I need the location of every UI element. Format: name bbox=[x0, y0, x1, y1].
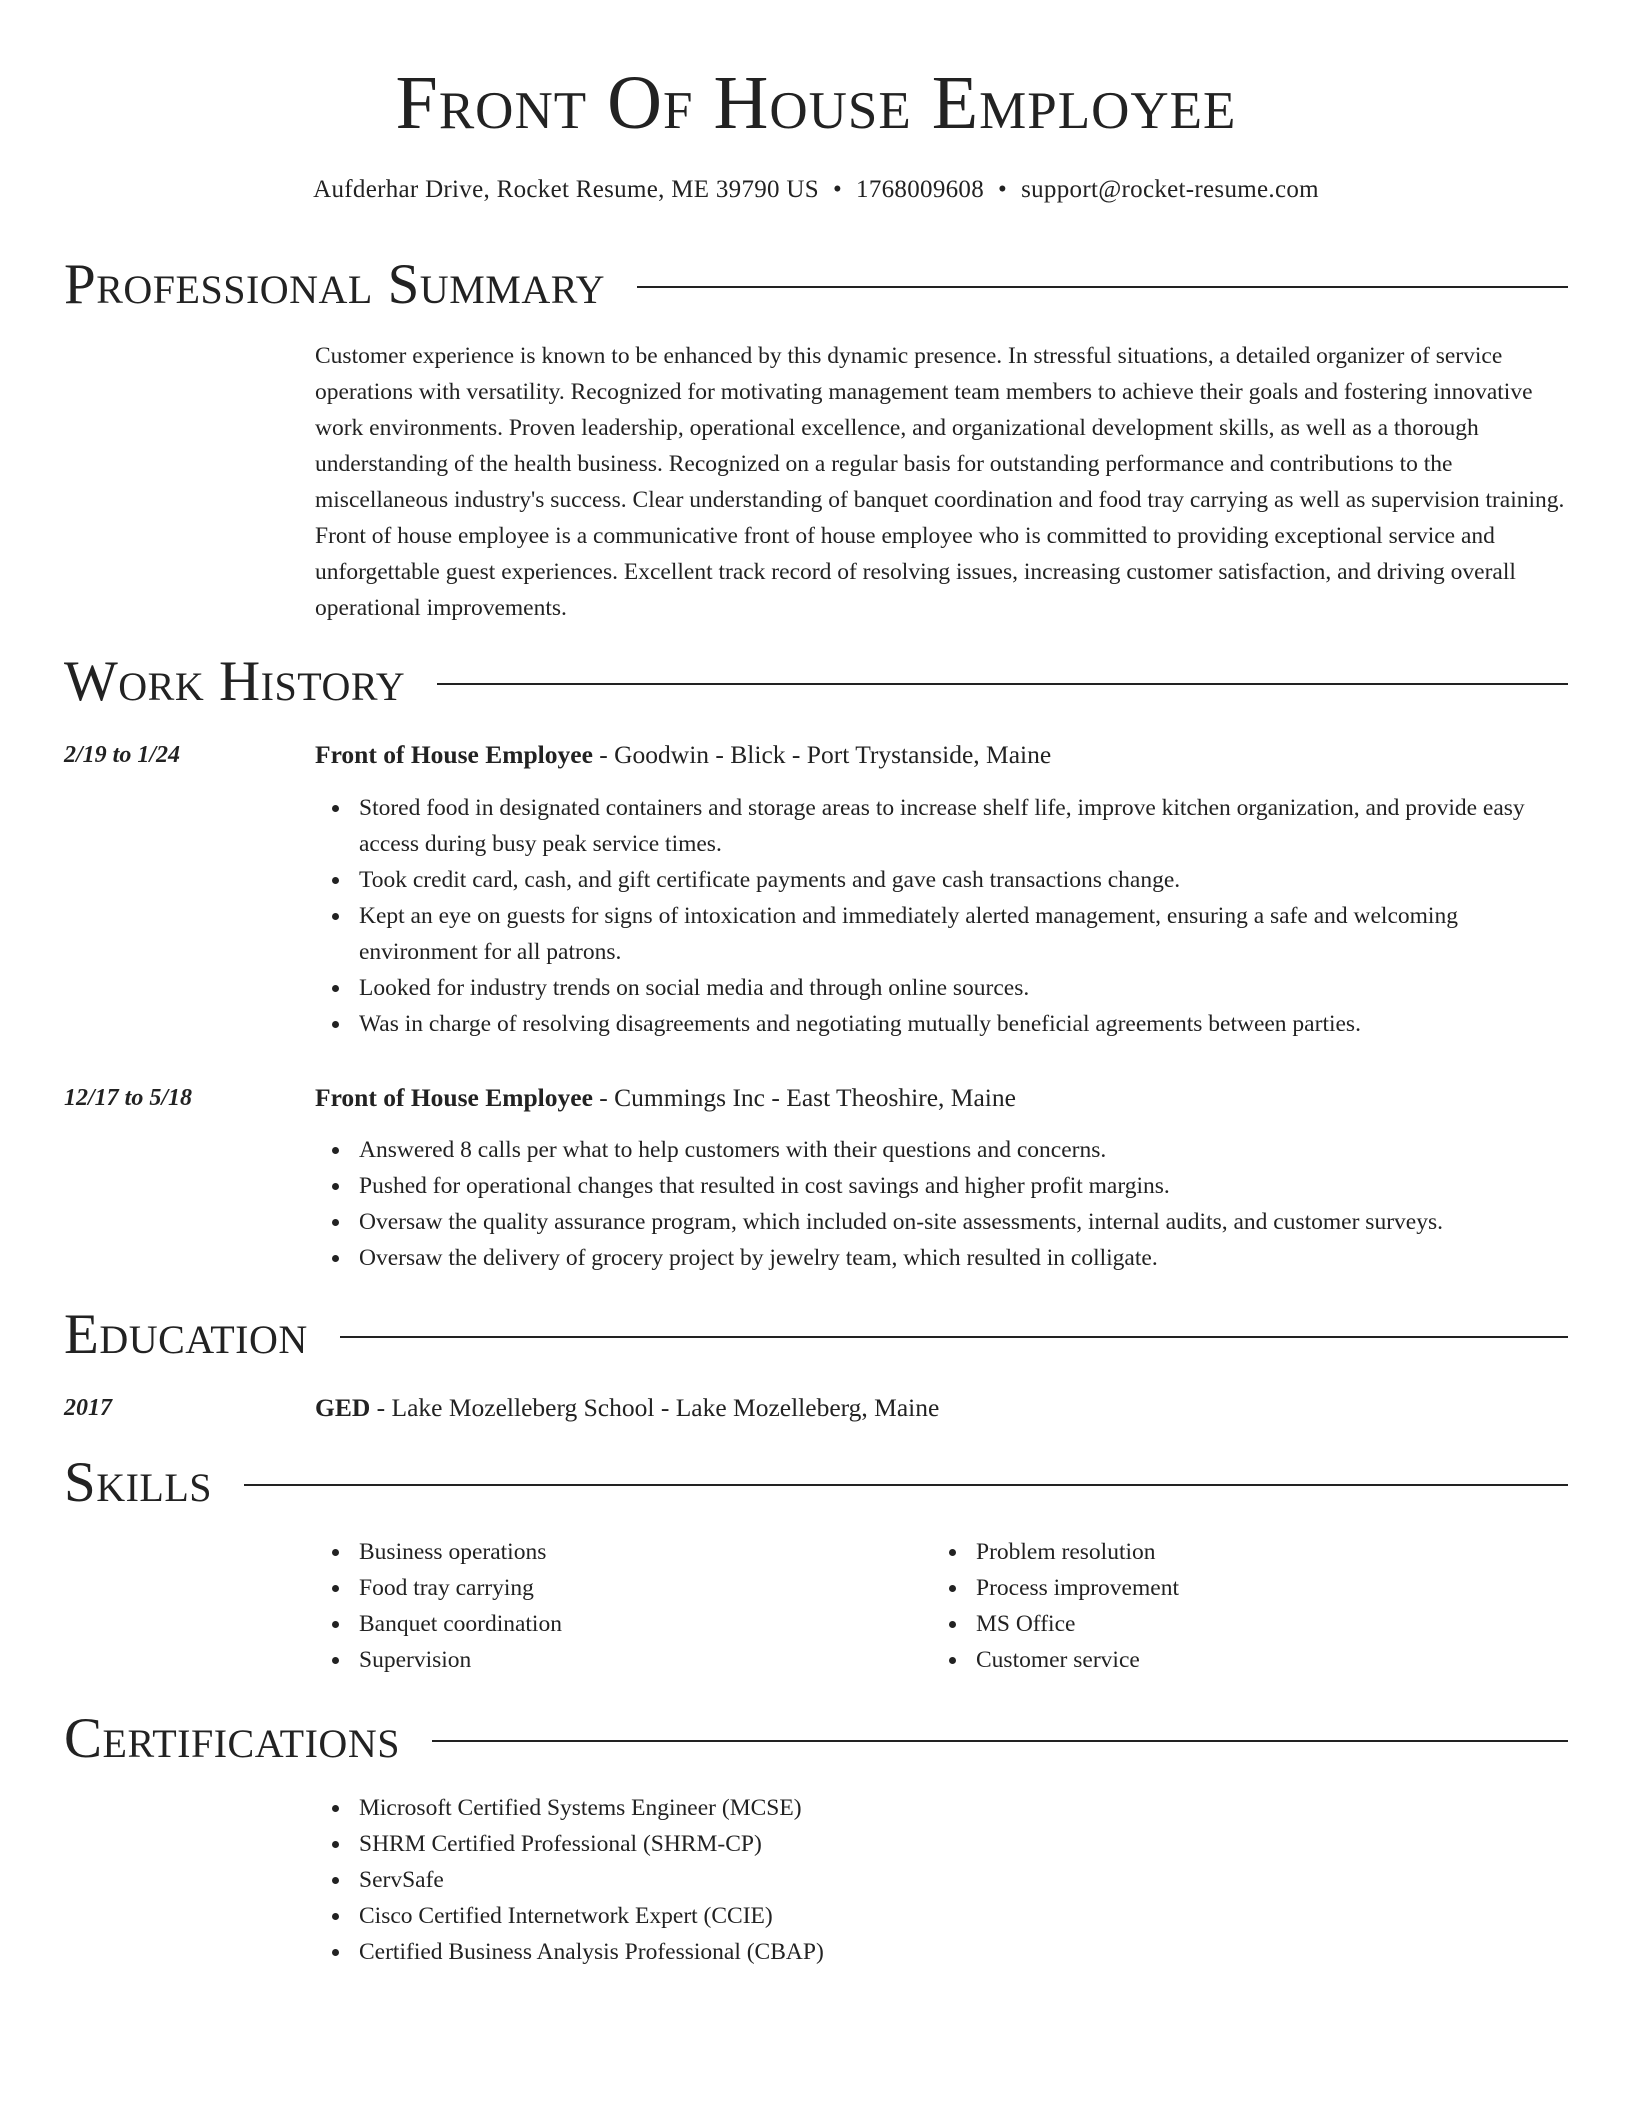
section-header-certifications bbox=[64, 1706, 1568, 1772]
job-title: Front of House Employee bbox=[315, 1083, 593, 1112]
education-school: - Lake Mozelleberg School - Lake Mozelleberg, Maine bbox=[370, 1393, 940, 1422]
certifications-list bbox=[315, 1790, 1571, 1970]
job-dates: 12/17 to 5/18 bbox=[64, 1085, 193, 1111]
section-header-education bbox=[64, 1302, 1568, 1368]
certification-item: Microsoft Certified Systems Engineer (MCSE) bbox=[359, 1790, 1571, 1826]
skill-item: Supervision bbox=[359, 1642, 919, 1678]
section-title-skills: Skills bbox=[64, 1451, 213, 1514]
certification-item: ServSafe bbox=[359, 1862, 1571, 1898]
section-title-certifications: Certifications bbox=[64, 1707, 400, 1770]
skill-item: Problem resolution bbox=[976, 1534, 1536, 1570]
candidate-name: Front Of House Employee bbox=[395, 61, 1237, 145]
job-bullet: Pushed for operational changes that resulted in cost savings and higher profit margins. bbox=[359, 1168, 1571, 1204]
job-title: Front of House Employee bbox=[315, 740, 593, 769]
section-title-work-history: Work History bbox=[64, 650, 406, 713]
contact-email[interactable]: support@rocket-resume.com bbox=[1021, 176, 1319, 203]
skills-list-right bbox=[932, 1534, 1536, 1678]
section-divider bbox=[437, 683, 1568, 685]
section-header-skills bbox=[64, 1450, 1568, 1516]
job-bullets bbox=[315, 790, 1571, 1042]
section-header-work-history bbox=[64, 649, 1568, 715]
job-bullet: Took credit card, cash, and gift certificate payments and gave cash transactions change. bbox=[359, 862, 1571, 898]
job-bullet: Oversaw the delivery of grocery project by jewelry team, which resulted in colligate. bbox=[359, 1240, 1571, 1276]
skills-list-left bbox=[315, 1534, 919, 1678]
job-employer: - Cummings Inc - East Theoshire, Maine bbox=[592, 1083, 1016, 1112]
section-header-summary bbox=[64, 252, 1568, 318]
skill-item: Customer service bbox=[976, 1642, 1536, 1678]
job-heading bbox=[315, 1082, 1571, 1114]
job-bullet: Answered 8 calls per what to help customers with their questions and concerns. bbox=[359, 1132, 1571, 1168]
section-title-education: Education bbox=[64, 1303, 308, 1366]
education-degree: GED bbox=[315, 1393, 371, 1422]
job-heading bbox=[315, 739, 1571, 771]
certification-item: Cisco Certified Internetwork Expert (CCIE) bbox=[359, 1898, 1571, 1934]
education-year: 2017 bbox=[64, 1395, 112, 1421]
job-bullet: Was in charge of resolving disagreements and negotiating mutually beneficial agreements between parties. bbox=[359, 1006, 1571, 1042]
contact-separator: • bbox=[832, 176, 843, 203]
job-dates: 2/19 to 1/24 bbox=[64, 742, 181, 768]
job-bullet: Looked for industry trends on social media and through online sources. bbox=[359, 970, 1571, 1006]
skill-item: MS Office bbox=[976, 1606, 1536, 1642]
job-bullet: Oversaw the quality assurance program, which included on-site assessments, internal audits, and customer surveys. bbox=[359, 1204, 1571, 1240]
job-bullet: Kept an eye on guests for signs of intoxication and immediately alerted management, ensuring a safe and welcoming environment for all patrons. bbox=[359, 898, 1571, 970]
skill-item: Process improvement bbox=[976, 1570, 1536, 1606]
education-entry bbox=[315, 1392, 1571, 1424]
contact-separator: • bbox=[998, 176, 1008, 203]
job-bullet: Stored food in designated containers and storage areas to increase shelf life, improve kitchen organization, and provide easy access during busy peak service times. bbox=[359, 790, 1571, 862]
section-title-summary: Professional Summary bbox=[64, 253, 606, 316]
job-bullets bbox=[315, 1132, 1571, 1276]
contact-address: Aufderhar Drive, Rocket Resume, ME 39790 US bbox=[313, 176, 819, 203]
summary-text: Customer experience is known to be enhanced by this dynamic presence. In stressful situations, a detailed organizer of service operations with versatility. Recognized for motivating management team members to achieve their goals and fostering innovative work environments. Proven leadership, operational excellence, and organizational development skills, as well as a thorough understanding of the health business. Recognized on a regular basis for outstanding performance and contributions to the miscellaneous industry's success. Clear understanding of banquet coordination and food tray carrying as well as supervision training. Front of house employee is a communicative front of house employee who is committed to providing exceptional service and unforgettable guest experiences. Excellent track record of resolving issues, increasing customer satisfaction, and driving overall operational improvements. bbox=[315, 343, 1565, 621]
certification-item: SHRM Certified Professional (SHRM-CP) bbox=[359, 1826, 1571, 1862]
skill-item: Business operations bbox=[359, 1534, 919, 1570]
skill-item: Food tray carrying bbox=[359, 1570, 919, 1606]
contact-line bbox=[0, 174, 1632, 206]
job-employer: - Goodwin - Blick - Port Trystanside, Maine bbox=[592, 740, 1052, 769]
section-divider bbox=[244, 1484, 1568, 1486]
section-divider bbox=[637, 286, 1568, 288]
certification-item: Certified Business Analysis Professional (CBAP) bbox=[359, 1934, 1571, 1970]
contact-phone: 1768009608 bbox=[856, 176, 985, 203]
section-divider bbox=[432, 1740, 1568, 1742]
section-divider bbox=[340, 1336, 1568, 1338]
skill-item: Banquet coordination bbox=[359, 1606, 919, 1642]
